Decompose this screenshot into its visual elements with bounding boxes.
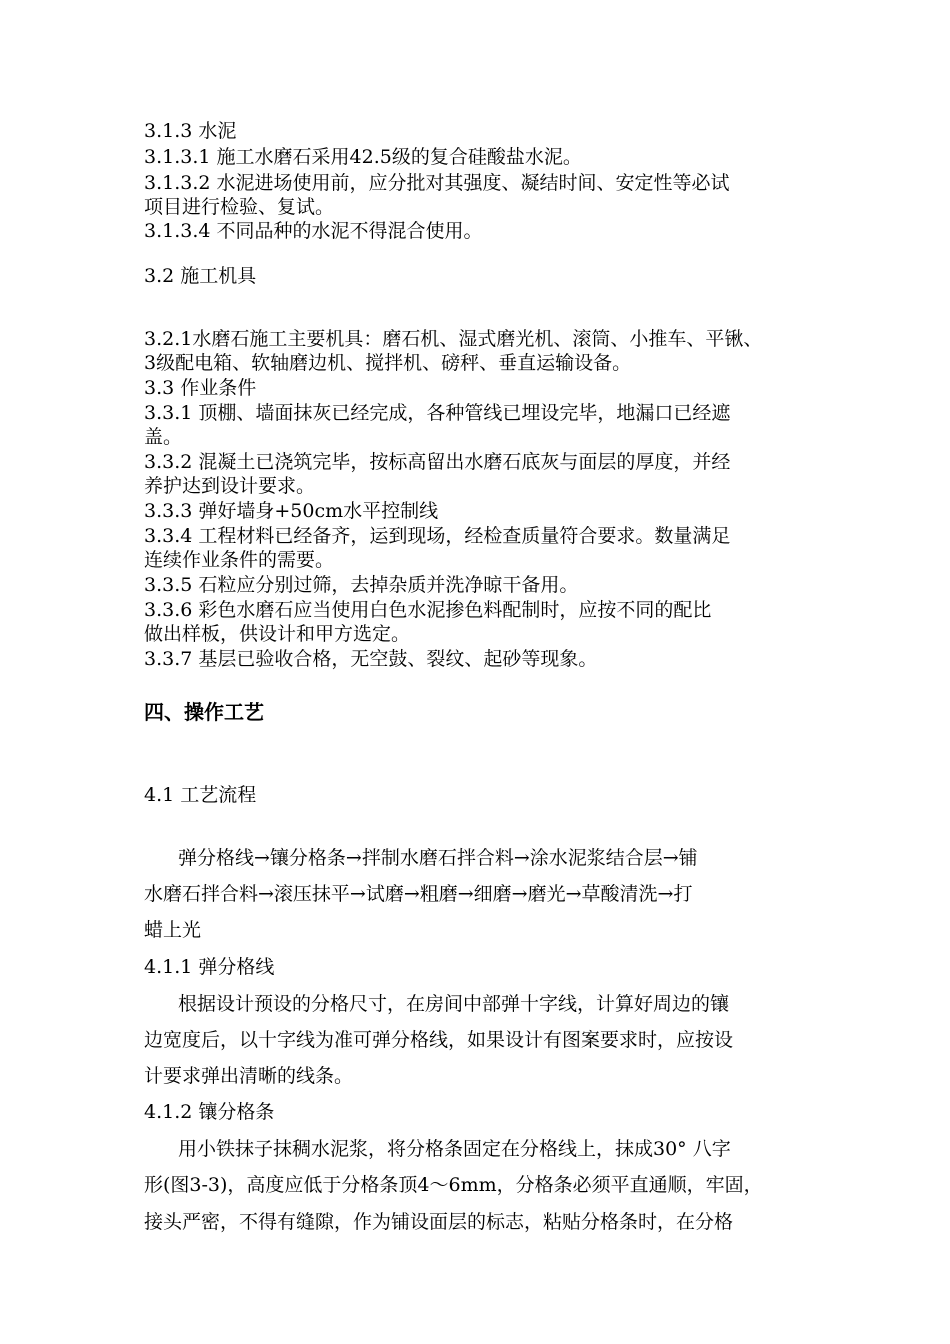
section-4-1-2-para-line1: 用小铁抹子抹稠水泥浆，将分格条固定在分格线上，抹成30° 八字 xyxy=(178,1138,731,1160)
section-3-1-3-4: 3.1.3.4 不同品种的水泥不得混合使用。 xyxy=(144,220,483,242)
section-4-1-2-para-line3: 接头严密，不得有缝隙，作为铺设面层的标志，粘贴分格条时，在分格 xyxy=(144,1211,734,1233)
section-4-1-title: 4.1 工艺流程 xyxy=(144,784,257,806)
section-3-1-3-title: 3.1.3 水泥 xyxy=(144,120,237,142)
section-3-3-6-line2: 做出样板，供设计和甲方选定。 xyxy=(144,623,411,645)
section-4-1-1-title: 4.1.1 弹分格线 xyxy=(144,956,275,978)
section-4-1-2-para-line2: 形(图3-3)，高度应低于分格条顶4～6mm，分格条必须平直通顺，牢固， xyxy=(144,1174,763,1196)
section-3-3-3: 3.3.3 弹好墙身+50cm水平控制线 xyxy=(144,500,439,522)
section-4-1-2-title: 4.1.2 镶分格条 xyxy=(144,1101,275,1123)
section-3-2-title: 3.2 施工机具 xyxy=(144,265,257,287)
process-flow-line3: 蜡上光 xyxy=(144,919,202,941)
section-3-1-3-2-line1: 3.1.3.2 水泥进场使用前，应分批对其强度、凝结时间、安定性等必试 xyxy=(144,172,730,194)
section-4-1-1-para-line2: 边宽度后，以十字线为准可弹分格线，如果设计有图案要求时，应按设 xyxy=(144,1029,734,1051)
section-3-2-1-line2: 3级配电箱、软轴磨边机、搅拌机、磅秤、垂直运输设备。 xyxy=(144,352,632,374)
process-flow-line1: 弹分格线→镶分格条→拌制水磨石拌合料→涂水泥浆结合层→铺 xyxy=(178,847,698,869)
section-3-1-3-1: 3.1.3.1 施工水磨石采用42.5级的复合硅酸盐水泥。 xyxy=(144,146,582,168)
section-3-1-3-2-line2: 项目进行检验、复试。 xyxy=(144,196,335,218)
section-3-3-title: 3.3 作业条件 xyxy=(144,377,257,399)
process-flow-line2: 水磨石拌合料→滚压抹平→试磨→粗磨→细磨→磨光→草酸清洗→打 xyxy=(144,883,693,905)
chapter-4-title: 四、操作工艺 xyxy=(144,700,264,724)
section-4-1-1-para-line3: 计要求弹出清晰的线条。 xyxy=(144,1065,354,1087)
section-3-3-6-line1: 3.3.6 彩色水磨石应当使用白色水泥掺色料配制时，应按不同的配比 xyxy=(144,599,712,621)
section-3-3-4-line2: 连续作业条件的需要。 xyxy=(144,549,335,571)
section-3-3-2-line2: 养护达到设计要求。 xyxy=(144,475,316,497)
section-3-2-1-line1: 3.2.1水磨石施工主要机具：磨石机、湿式磨光机、滚筒、小推车、平锹、 xyxy=(144,328,763,350)
section-4-1-1-para-line1: 根据设计预设的分格尺寸，在房间中部弹十字线，计算好周边的镶 xyxy=(178,993,730,1015)
section-3-3-2-line1: 3.3.2 混凝土已浇筑完毕，按标高留出水磨石底灰与面层的厚度，并经 xyxy=(144,451,731,473)
section-3-3-5: 3.3.5 石粒应分别过筛，去掉杂质并洗净晾干备用。 xyxy=(144,574,579,596)
section-3-3-1-line2: 盖。 xyxy=(144,426,183,448)
section-3-3-4-line1: 3.3.4 工程材料已经备齐，运到现场，经检查质量符合要求。数量满足 xyxy=(144,525,731,547)
section-3-3-1-line1: 3.3.1 顶棚、墙面抹灰已经完成，各种管线已埋设完毕，地漏口已经遮 xyxy=(144,402,731,424)
section-3-3-7: 3.3.7 基层已验收合格，无空鼓、裂纹、起砂等现象。 xyxy=(144,648,598,670)
